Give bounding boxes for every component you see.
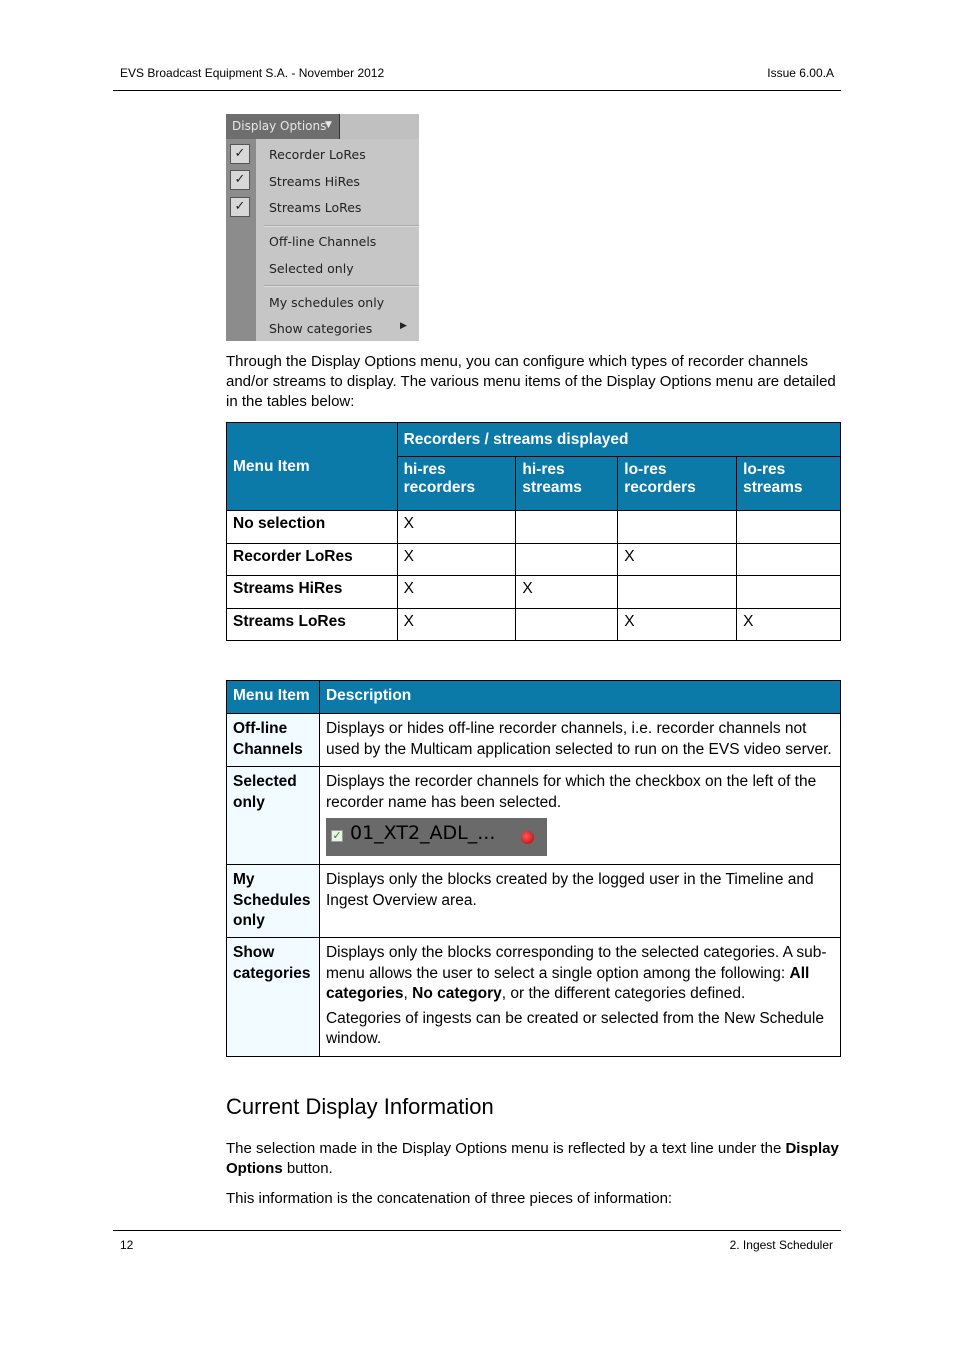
row-label: Streams LoRes <box>227 609 398 641</box>
table-row <box>227 544 841 576</box>
row-description-extra: Categories of ingests can be created or selected from the New Schedule window. <box>325 1009 824 1047</box>
menu-separator <box>264 285 419 287</box>
checkbox-checked-icon: ✓ <box>332 830 342 842</box>
table-cell <box>737 511 841 544</box>
menu-item-description-table <box>226 680 841 1057</box>
table-cell <box>516 544 618 576</box>
table-row <box>227 865 841 938</box>
dropdown-arrow-icon: ▼ <box>325 120 332 130</box>
table-row <box>227 576 841 609</box>
row-label: No selection <box>227 511 398 544</box>
display-options-menu-screenshot <box>226 114 419 341</box>
table-cell: X <box>618 609 737 641</box>
menu-item-my-schedules-only[interactable]: My schedules only <box>269 295 385 310</box>
table-cell: X <box>397 511 516 544</box>
option-all-categories: All categories <box>325 964 810 1002</box>
table-row <box>227 609 841 641</box>
checkbox-checked-icon[interactable]: ✓ <box>230 144 250 164</box>
text-span: Displays only the blocks corresponding to the selected categories. A sub-menu allows the user to select a single option among the following: <box>325 944 827 982</box>
page-number: 12 <box>120 1238 134 1252</box>
chapter-title: 2. Ingest Scheduler <box>729 1238 833 1252</box>
record-status-icon <box>521 831 534 844</box>
table-cell: X <box>516 576 618 609</box>
checkbox-checked-icon[interactable]: ✓ <box>230 197 250 217</box>
section-title: Current Display Information <box>226 1094 494 1119</box>
text-span: , <box>403 985 413 1002</box>
row-description <box>326 943 834 1005</box>
table-cell: X <box>397 576 516 609</box>
menu-item-streams-hires[interactable]: Streams HiRes <box>269 174 360 189</box>
table-cell: X <box>397 609 516 641</box>
table-row <box>227 767 841 865</box>
text-span: The selection made in the Display Options menu is reflected by a text line under the <box>226 1140 786 1157</box>
text-span: button. <box>282 1160 333 1177</box>
text-span: , or the different categories defined. <box>501 985 746 1002</box>
table-cell <box>516 511 618 544</box>
menu-separator <box>264 225 419 227</box>
row-description: Displays the recorder channels for which the checkbox on the left of the recorder name has been selected. <box>325 773 817 811</box>
table1-subheader: hi-res streams <box>516 457 618 511</box>
row-description: Displays only the blocks created by the logged user in the Timeline and Ingest Overview area. <box>319 865 840 938</box>
header-publisher: EVS Broadcast Equipment S.A. - November 2012 <box>120 66 385 80</box>
menu-item-streams-lores[interactable]: Streams LoRes <box>269 200 362 215</box>
menu-item-selected-only[interactable]: Selected only <box>269 261 354 276</box>
table-cell <box>618 576 737 609</box>
checkbox-checked-icon[interactable]: ✓ <box>230 170 250 190</box>
row-description-cell <box>319 767 840 865</box>
row-label: Selected only <box>227 767 320 865</box>
table1-subheader: hi-res recorders <box>397 457 516 511</box>
paragraph-concatenation: This information is the concatenation of three pieces of information: <box>226 1190 673 1207</box>
display-options-button[interactable] <box>226 114 340 139</box>
row-label: Recorder LoRes <box>227 544 398 576</box>
table1-subheader: lo-res recorders <box>618 457 737 511</box>
menu-item-recorder-lores[interactable]: Recorder LoRes <box>269 147 366 162</box>
row-label: Show categories <box>227 938 320 1057</box>
table-cell <box>516 609 618 641</box>
submenu-arrow-icon: ▶ <box>400 321 407 331</box>
menu-item-show-categories[interactable]: Show categories <box>269 321 373 336</box>
table1-subheader: lo-res streams <box>737 457 841 511</box>
display-options-ref: Display Options <box>226 1140 839 1177</box>
row-label: Off-line Channels <box>227 714 320 767</box>
option-no-category: No category <box>412 985 502 1002</box>
intro-paragraph: Through the Display Options menu, you can configure which types of recorder channels and/or streams to display. The various menu items of the Display Options menu are detailed in the tables below: <box>226 353 836 410</box>
recorder-channel-example-image <box>326 818 547 856</box>
header-issue: Issue 6.00.A <box>767 66 834 80</box>
table-cell <box>737 544 841 576</box>
table-cell: X <box>618 544 737 576</box>
row-label: My Schedules only <box>227 865 320 938</box>
table2-header-menu-item: Menu Item <box>227 681 320 714</box>
table-row <box>227 511 841 544</box>
row-label: Streams HiRes <box>227 576 398 609</box>
row-description-cell <box>319 938 840 1057</box>
page-header <box>113 66 841 91</box>
table1-header-menu-item: Menu Item <box>227 423 398 511</box>
table1-header-group: Recorders / streams displayed <box>397 423 840 457</box>
table-cell: X <box>737 609 841 641</box>
display-options-button-label: Display Options <box>232 119 327 133</box>
paragraph-display-info <box>226 1139 841 1179</box>
table-cell: X <box>397 544 516 576</box>
page-footer <box>113 1230 841 1252</box>
table2-header-description: Description <box>319 681 840 714</box>
table-cell <box>618 511 737 544</box>
menu-item-offline-channels[interactable]: Off-line Channels <box>269 234 377 249</box>
table-row <box>227 714 841 767</box>
recorders-streams-table <box>226 422 841 641</box>
row-description: Displays or hides off-line recorder channels, i.e. recorder channels not used by the Multicam application selected to run on the EVS video server. <box>319 714 840 767</box>
table-row <box>227 938 841 1057</box>
recorder-channel-name: 01_XT2_ADL_... <box>349 822 496 844</box>
table-cell <box>737 576 841 609</box>
